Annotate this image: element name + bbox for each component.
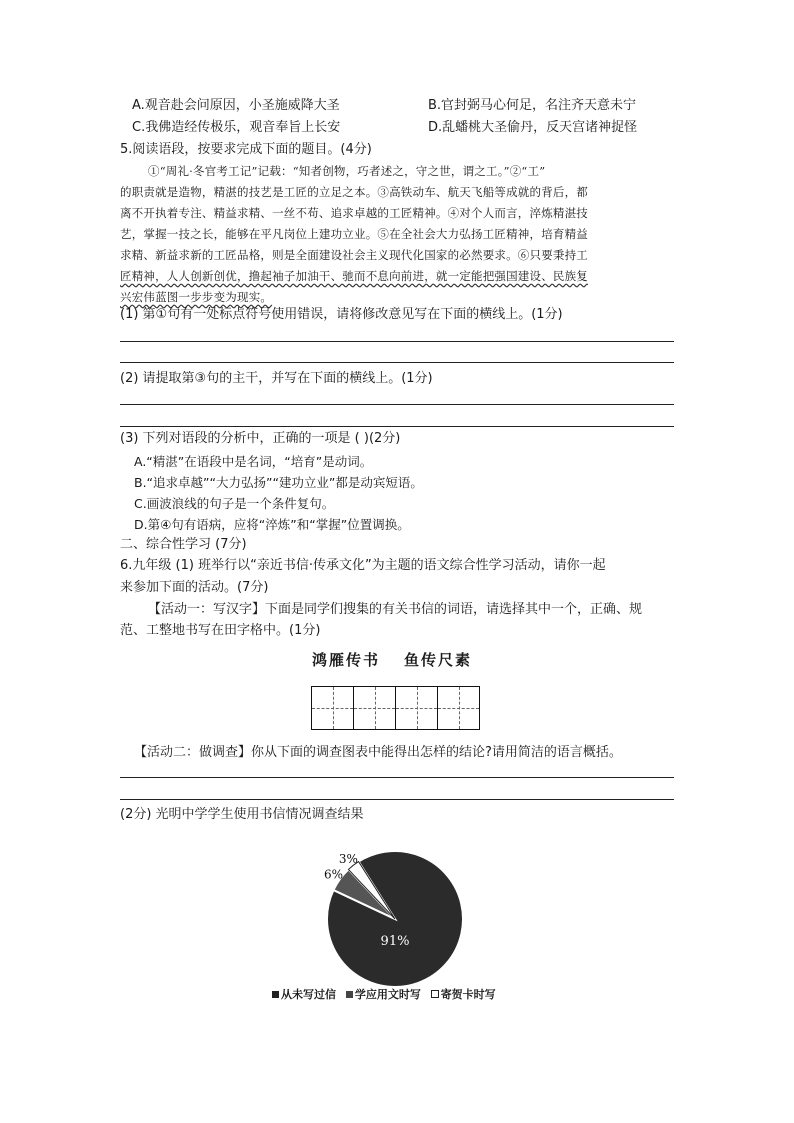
passage-line-5: 求精、新益求新的工匠品格，则是全面建设社会主义现代化国家的必然要求。⑥只要秉持工	[120, 248, 588, 262]
legend-label: 从未写过信	[281, 988, 336, 1001]
question-6-line-1: 6.九年级 (1) 班举行以“亲近书信·传承文化”为主题的语文综合性学习活动，请你一起	[120, 558, 606, 573]
legend-label: 寄贺卡时写	[440, 988, 496, 1001]
passage-line-7: 兴宏伟蓝图一步步变为现实。	[120, 290, 273, 304]
legend-label: 学应用文时写	[354, 988, 421, 1001]
legend-swatch	[346, 991, 353, 998]
subquestion-3-option-d: D.第④句有语病，应将“淬炼”和“掌握”位置调换。	[134, 517, 410, 532]
tianzige-cell[interactable]	[437, 686, 480, 730]
passage	[120, 161, 676, 308]
tianzige-cell[interactable]	[395, 686, 438, 730]
answer-line[interactable]	[120, 362, 674, 363]
phrase-yuchuan: 鱼传尺素	[404, 651, 473, 669]
legend-swatch	[272, 991, 279, 998]
passage-line-1: ①“周礼·冬官考工记”记载：“知者创物，巧者述之，守之世，谓之工。”②“工”	[148, 164, 546, 178]
passage-line-6: 匠精神，人人创新创优，撸起袖子加油干、驰而不息向前进，就一定能把强国建设、民族复	[120, 269, 588, 283]
legend-swatch	[431, 990, 439, 998]
answer-line[interactable]	[120, 404, 674, 405]
legend-item	[431, 986, 496, 1002]
subquestion-3-option-a: A.“精湛”在语段中是名词，“培育”是动词。	[134, 454, 373, 469]
legend-item	[346, 986, 421, 1002]
subquestion-1: (1) 第①句有一处标点符号使用错误，请将修改意见写在下面的横线上。(1分)	[120, 307, 563, 322]
option-b: B.官封弼马心何足，名注齐天意未宁	[428, 98, 637, 113]
tianzige-cell[interactable]	[353, 686, 396, 730]
subquestion-3: (3) 下列对语段的分析中，正确的一项是 ( )(2分)	[120, 431, 401, 446]
chart-legend	[272, 986, 496, 1002]
option-a: A.观音赴会问原因，小圣施威降大圣	[132, 98, 340, 113]
pie-chart	[320, 842, 470, 992]
question-6-line-2: 来参加下面的活动。(7分)	[120, 580, 269, 595]
passage-line-4: 艺，掌握一技之长，能够在平凡岗位上建功立业。⑤在全社会大力弘扬工匠精神，培育精益	[120, 227, 588, 241]
answer-line[interactable]	[120, 777, 674, 778]
passage-line-2: 的职责就是造物，精湛的技艺是工匠的立足之本。③高铁动车、航天飞船等成就的背后，都	[120, 185, 588, 199]
pie-slice-label: 3%	[338, 851, 358, 866]
pie-slice-label: 6%	[323, 867, 344, 882]
phrase-hongyan: 鸿雁传书	[312, 651, 381, 669]
subquestion-3-option-c: C.画波浪线的句子是一个条件复句。	[134, 496, 335, 511]
section-heading: 二、综合性学习 (7分)	[120, 537, 247, 552]
pie-slice-label: 91%	[380, 934, 410, 949]
subquestion-3-option-b: B.“追求卓越”“大力弘扬”“建功立业”都是动宾短语。	[134, 475, 423, 490]
activity-1-line-1: 【活动一：写汉字】下面是同学们搜集的有关书信的词语，请选择其中一个，正确、规	[148, 602, 643, 617]
legend-item	[272, 986, 336, 1002]
answer-line[interactable]	[120, 799, 674, 800]
tianzige-grid[interactable]	[311, 686, 483, 730]
activity-2: 【活动二：做调查】你从下面的调查图表中能得出怎样的结论?请用简洁的语言概括。	[134, 745, 622, 760]
answer-line[interactable]	[120, 341, 674, 342]
subquestion-2: (2) 请提取第③句的主干，并写在下面的横线上。(1分)	[120, 371, 433, 386]
passage-line-3: 离不开执着专注、精益求精、一丝不苟、追求卓越的工匠精神。④对个人而言，淬炼精湛技	[120, 206, 588, 220]
option-d: D.乱蟠桃大圣偷丹，反天宫诸神捉怪	[428, 120, 638, 135]
tianzige-cell[interactable]	[311, 686, 354, 730]
activity-1-line-2: 范、工整地书写在田字格中。(1分)	[120, 623, 321, 638]
chart-caption: (2分) 光明中学学生使用书信情况调查结果	[120, 807, 364, 822]
question-5-title: 5.阅读语段，按要求完成下面的题目。(4分)	[120, 142, 372, 157]
option-c: C.我佛造经传极乐，观音奉旨上长安	[132, 120, 341, 135]
answer-line[interactable]	[120, 426, 674, 427]
